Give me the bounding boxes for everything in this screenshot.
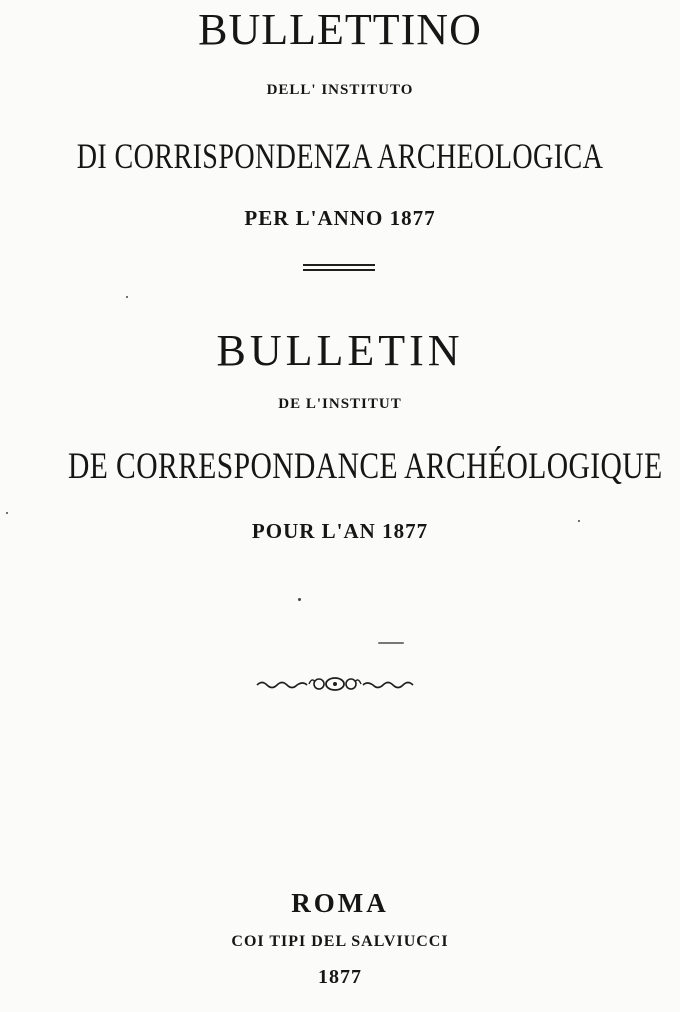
imprint-place: ROMA bbox=[291, 888, 389, 918]
italian-subtitle: DELL' INSTITUTO bbox=[266, 82, 414, 98]
italian-institution: DI CORRISPONDENZA ARCHEOLOGICA bbox=[76, 136, 604, 176]
french-institution: DE CORRESPONDANCE ARCHÉOLOGIQUE bbox=[68, 446, 663, 487]
paper-speck bbox=[578, 520, 580, 522]
paper-speck bbox=[6, 512, 8, 514]
double-rule-divider bbox=[303, 264, 375, 274]
imprint-year: 1877 bbox=[318, 966, 362, 988]
imprint-printer: COI TIPI DEL SALVIUCCI bbox=[231, 933, 449, 950]
paper-speck bbox=[298, 598, 301, 601]
paper-speck bbox=[378, 642, 404, 644]
ornament-flourish-icon bbox=[255, 670, 415, 696]
paper-speck bbox=[126, 296, 128, 298]
french-title: BULLETIN bbox=[216, 326, 464, 375]
italian-year-line: PER L'ANNO 1877 bbox=[244, 206, 436, 230]
italian-title: BULLETTINO bbox=[198, 5, 482, 54]
french-year-line: POUR L'AN 1877 bbox=[251, 519, 429, 543]
french-subtitle: DE L'INSTITUT bbox=[278, 396, 402, 412]
